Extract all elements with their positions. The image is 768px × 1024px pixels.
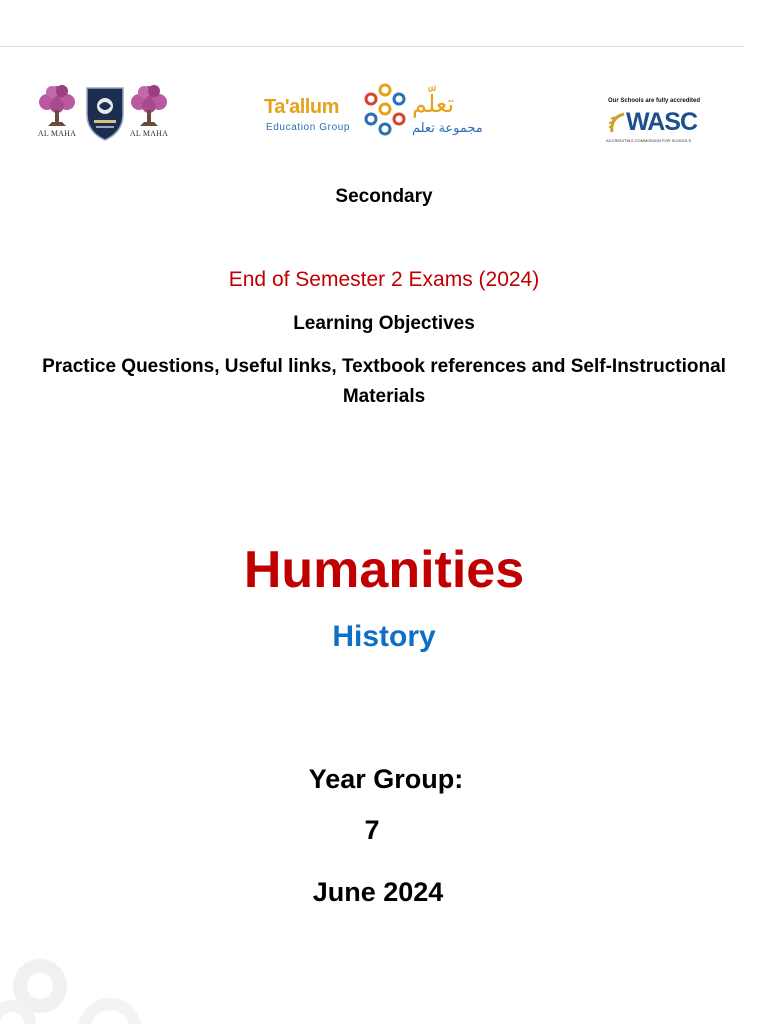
- year-group-value: 7: [364, 815, 380, 845]
- top-divider: [0, 46, 744, 47]
- almaha-label: AL MAHA: [37, 129, 77, 138]
- wasc-tagline: Our Schools are fully accredited: [608, 98, 701, 104]
- department-title: Humanities: [243, 541, 525, 599]
- watermark-circles-icon: [0, 944, 150, 1024]
- taallum-emblem-icon: [360, 82, 410, 140]
- taallum-subtitle: Education Group: [266, 122, 351, 133]
- objectives-heading: Learning Objectives: [293, 313, 475, 334]
- almaha-logo-right: [126, 82, 172, 148]
- wasc-logo: [604, 98, 714, 150]
- almaha-label: AL MAHA: [129, 129, 169, 138]
- taallum-subtitle-arabic: مجموعة تعلم: [412, 120, 483, 135]
- subject-title: History: [332, 620, 436, 653]
- wasc-name: WASC: [626, 108, 697, 136]
- wasc-footer: ACCREDITING COMMISSION FOR SCHOOLS: [606, 138, 692, 143]
- issue-date: June 2024: [312, 877, 444, 907]
- laurel-icon: [606, 110, 628, 136]
- level-heading: Secondary: [335, 186, 433, 207]
- taallum-name-arabic: تعلّم: [412, 91, 455, 118]
- tree-icon: [126, 82, 172, 134]
- taallum-logo: [262, 80, 498, 142]
- taallum-name: Ta'allum: [264, 96, 339, 118]
- materials-description: Practice Questions, Useful links, Textbook references and Self-Instructional Materials: [42, 356, 726, 407]
- tree-icon: [34, 82, 80, 134]
- exam-title: End of Semester 2 Exams (2024): [228, 268, 540, 291]
- almaha-logo-left: [34, 82, 80, 148]
- shield-icon: [84, 84, 126, 142]
- school-shield-logo: [84, 84, 126, 142]
- year-group-label: Year Group:: [308, 764, 464, 794]
